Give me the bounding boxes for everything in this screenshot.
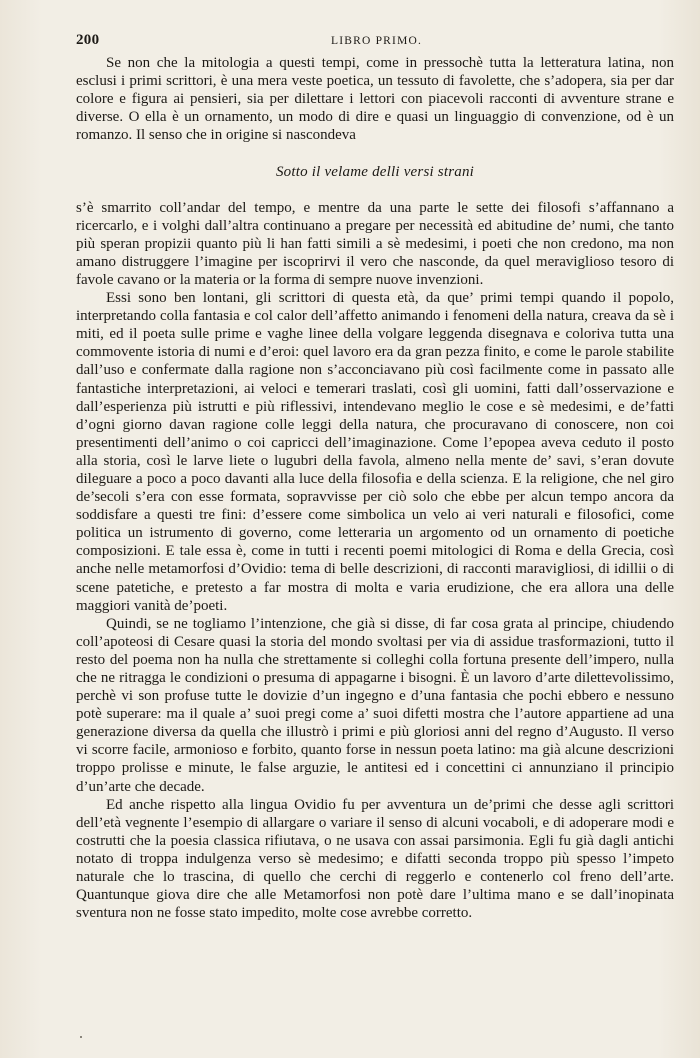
- verse-quotation: Sotto il velame delli versi strani: [275, 164, 475, 181]
- body-text: [76, 54, 674, 922]
- paragraph: Se non che la mitologia a questi tempi, come in pressochè tutta la letteratura latina, non esclusi i primi scrittori, è una mera veste poetica, un tessuto di favolette, che s’adopera, sia per dar colore e figura ai pensieri, sia per dilettare i lettori con piacevoli racconti di avventure strane e diverse. O ella è un ornamento, un modo di dire e quasi un linguaggio di convenzione, od è un romanzo. Il senso che in origine si nascondeva: [76, 55, 674, 144]
- page-number: 200: [76, 32, 100, 48]
- ink-speck: [80, 1036, 82, 1038]
- paragraph: Ed anche rispetto alla lingua Ovidio fu per avventura un de’primi che desse agli scrittori dell’età vegnente l’esempio di allargare o variare il senso di alcuni vocaboli, e di adoperare modi e costrutti che la poesia classica rifiutava, o ne usava con assai parsimonia. Egli fu già dagli antichi notato di troppa indulgenza verso sè medesimo; e difatti seconda troppo più spesso l’impeto naturale che lo trascina, di quello che cerchi di reggerlo e contenerlo col freno dell’arte. Quantunque giova dire che alle Metamorfosi non potè dare l’ultima mano e se dall’inopinata sventura non ne fosse stato impedito, molte cose avrebbe corretto.: [76, 796, 674, 922]
- page-header: [76, 32, 674, 52]
- paragraph: Essi sono ben lontani, gli scrittori di questa età, da que’ primi tempi quando il popolo, interpretando colla fantasia e col calor dell’affetto animando i fenomeni della natura, creava da sè i miti, ed il poeta sulle prime e vaghe linee della volgare leggenda disegnava e coloriva tutta una commovente istoria di numi e d’eroi: quel lavoro era da gran pezza finito, e come le parole stabilite dall’uso e confermate dalla ragione non s’acconciavano più così facilmente come in passato alle fantastiche interpretazioni, ai veloci e temerari traslati, così gli uomini, fatti dall’osservazione e dall’esperienza più istrutti e più riflessivi, intendevano meglio le cose e sè medesimi, e de’fatti d’ogni giorno davan ragione colle leggi della natura, che procuravano di conoscere, non coi presentimenti dell’animo o coi capricci dell’imaginazione. Come l’epopea aveva ceduto il posto alla storia, così le larve liete o lugubri della favola, almeno nella mente de’ savi, s’eran dovute dileguare a poco a poco davanti alla luce della filosofia e della scienza. E la religione, che nel giro de’secoli s’era con esse formata, sopravvisse per ciò solo che ebbe per alcun tempo ancora da soddisfare a questi tre fini: d’essere come simbolica un velo ai veri naturali e filosofici, come politica un istrumento di governo, come letteraria un argomento od un ornamento di poetiche composizioni. E tale essa è, come in tutti i recenti poemi mitologici di Roma e della Grecia, così anche nelle metamorfosi d’Ovidio: tema di belle descrizioni, di racconti maravigliosi, di idillii o di scene patetiche, e pretesto a far mostra di molta e varia erudizione, che era allora una delle maggiori vanità de’poeti.: [76, 290, 674, 614]
- running-head: LIBRO PRIMO.: [331, 35, 423, 47]
- paragraph: Quindi, se ne togliamo l’intenzione, che già si disse, di far cosa grata al principe, chiudendo coll’apoteosi di Cesare quasi la storia del mondo svoltasi per via di assidue trasformazioni, tutto il resto del poema non ha nulla che strettamente si colleghi colla fortuna presente dell’impero, nulla che ne ritragga le condizioni o presuma di appagarne i bisogni. È un lavoro d’arte dilettevolissimo, perchè vi son profuse tutte le dovizie d’un ingegno e d’una fantasia che pochi ebbero e nessuno potè superare: ma il quale a’ suoi pregi come a’ suoi difetti mostra che l’autore appartiene ad una generazione diversa da quella che illustrò i primi e più gloriosi anni del regno d’Augusto. Il verso vi scorre facile, armonioso e forbito, quanto forse in nessun poeta latino: ma già alcune descrizioni troppo prolisse e minute, le false arguzie, le antitesi ed i concettini ci annunziano il principio d’un’arte che decade.: [76, 615, 674, 795]
- paragraph: s’è smarrito coll’andar del tempo, e mentre da una parte le sette dei filosofi s’affannano a ricercarlo, e i volghi dall’altra continuano a pregare per necessità ed abitudine de’ numi, che tanto più speran propizii quanto più li han fatti simili a sè medesimi, i poeti che non credono, ma non amano distruggere l’imagine per iscoprirvi il vero che nasconde, da quel meraviglioso tesoro di favole cavano or la materia or la forma di sempre nuove invenzioni.: [76, 199, 674, 288]
